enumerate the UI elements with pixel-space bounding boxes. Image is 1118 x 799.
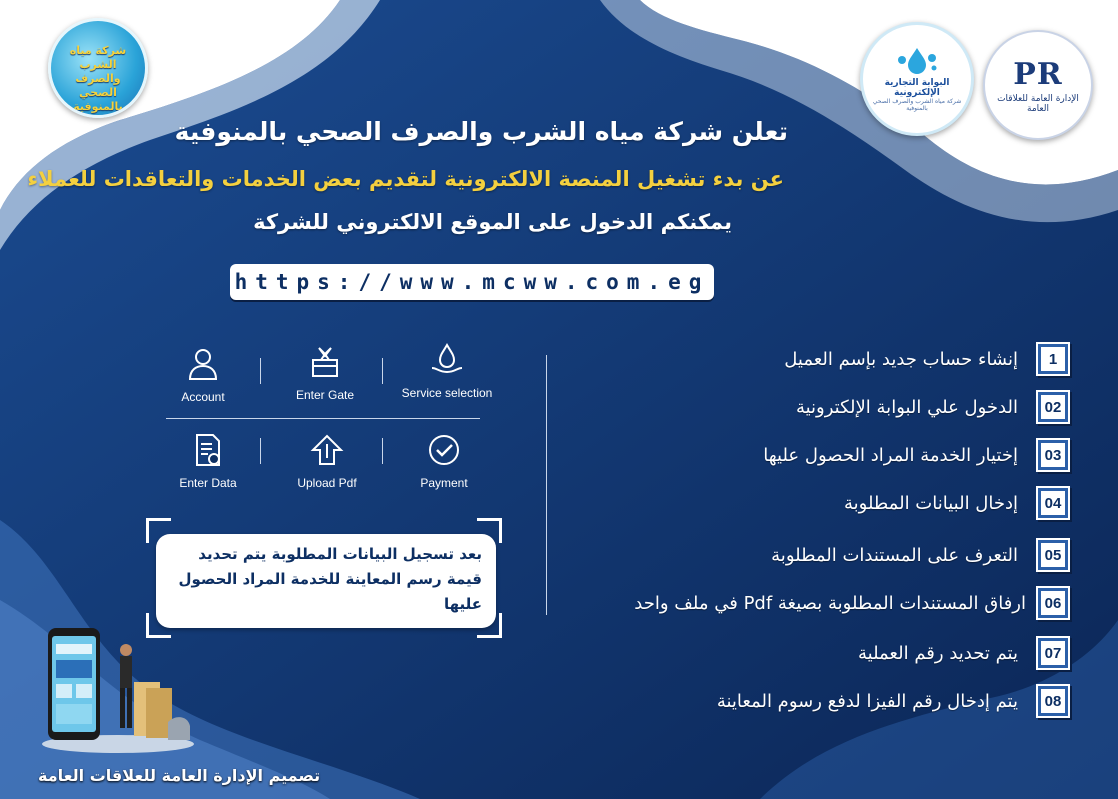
step-item <box>796 392 1068 422</box>
divider <box>382 358 383 384</box>
check-circle-icon <box>426 432 462 468</box>
document-icon <box>190 432 226 468</box>
step-text: إختيار الخدمة المراد الحصول عليها <box>763 444 1018 466</box>
headline-platform: عن بدء تشغيل المنصة الالكترونية لتقديم بعض الخدمات والتعاقدات للعملاء <box>27 167 784 191</box>
upload-icon <box>309 432 345 468</box>
icon-label: Payment <box>420 476 468 490</box>
step-number: 07 <box>1038 638 1068 668</box>
headline-announcement: تعلن شركة مياه الشرب والصرف الصحي بالمنوفية <box>174 117 788 146</box>
e-portal-logo <box>860 22 974 136</box>
icon-label: Upload Pdf <box>297 476 357 490</box>
divider <box>382 438 383 464</box>
icon-label: Service selection <box>401 386 493 400</box>
step-item <box>634 588 1068 618</box>
portal-title: البوابة التجارية الإلكترونية <box>884 78 950 98</box>
pr-caption: الإدارة العامة للعلاقات العامة <box>997 93 1079 114</box>
step-number: 05 <box>1038 540 1068 570</box>
step-text: الدخول علي البوابة الإلكترونية <box>795 396 1018 418</box>
step-number: 02 <box>1038 392 1068 422</box>
pr-mark: PR <box>1013 56 1063 92</box>
divider <box>260 358 261 384</box>
portal-subtitle: شركة مياه الشرب والصرف الصحي بالمنوفية <box>872 98 962 112</box>
step-item <box>858 638 1068 668</box>
step-text: ارفاق المستندات المطلوبة بصيغة Pdf في ملف واحد <box>634 592 1026 614</box>
step-text: يتم تحديد رقم العملية <box>857 642 1018 664</box>
icon-label: Account <box>181 390 225 404</box>
company-logo-name: شركة مياه الشرب والصرف الصحي بالمنوفية <box>69 44 127 113</box>
grid-divider <box>166 418 480 419</box>
icon-upload-pdf <box>272 432 382 490</box>
company-logo <box>48 18 148 118</box>
icon-account <box>148 346 258 404</box>
step-item <box>784 344 1068 374</box>
website-url[interactable]: https://www.mcww.com.eg <box>230 264 714 300</box>
step-number: 03 <box>1038 440 1068 470</box>
step-number: 04 <box>1038 488 1068 518</box>
public-relations-logo <box>983 30 1093 140</box>
user-icon <box>185 346 221 382</box>
step-number: 08 <box>1038 686 1068 716</box>
phone-illustration <box>38 626 198 754</box>
step-text: إدخال البيانات المطلوبة <box>844 492 1018 514</box>
step-number: 1 <box>1038 344 1068 374</box>
icon-enter-gate <box>270 344 380 402</box>
step-text: إنشاء حساب جديد بإسم العميل <box>784 348 1018 370</box>
gate-icon <box>307 344 343 380</box>
step-item <box>763 440 1068 470</box>
hand-drop-icon <box>429 342 465 378</box>
icon-payment <box>389 432 499 490</box>
icon-service-selection <box>392 342 502 400</box>
headline-visit-website: يمكنكم الدخول على الموقع الالكتروني للشركة <box>253 210 732 234</box>
section-divider <box>546 355 547 615</box>
step-item <box>844 488 1068 518</box>
icon-label: Enter Data <box>179 476 237 490</box>
step-text: يتم إدخال رقم الفيزا لدفع رسوم المعاينة <box>716 690 1018 712</box>
step-item <box>771 540 1068 570</box>
design-credit: تصميم الإدارة العامة للعلاقات العامة <box>38 766 321 785</box>
step-item <box>717 686 1068 716</box>
divider <box>260 438 261 464</box>
water-splash-icon <box>894 46 940 76</box>
icon-label: Enter Gate <box>295 388 355 402</box>
step-number: 06 <box>1038 588 1068 618</box>
icon-enter-data <box>153 432 263 490</box>
step-text: التعرف على المستندات المطلوبة <box>771 544 1018 566</box>
fee-note: بعد تسجيل البيانات المطلوبة يتم تحديد قيمة رسم المعاينة للخدمة المراد الحصول عليها <box>156 534 496 628</box>
